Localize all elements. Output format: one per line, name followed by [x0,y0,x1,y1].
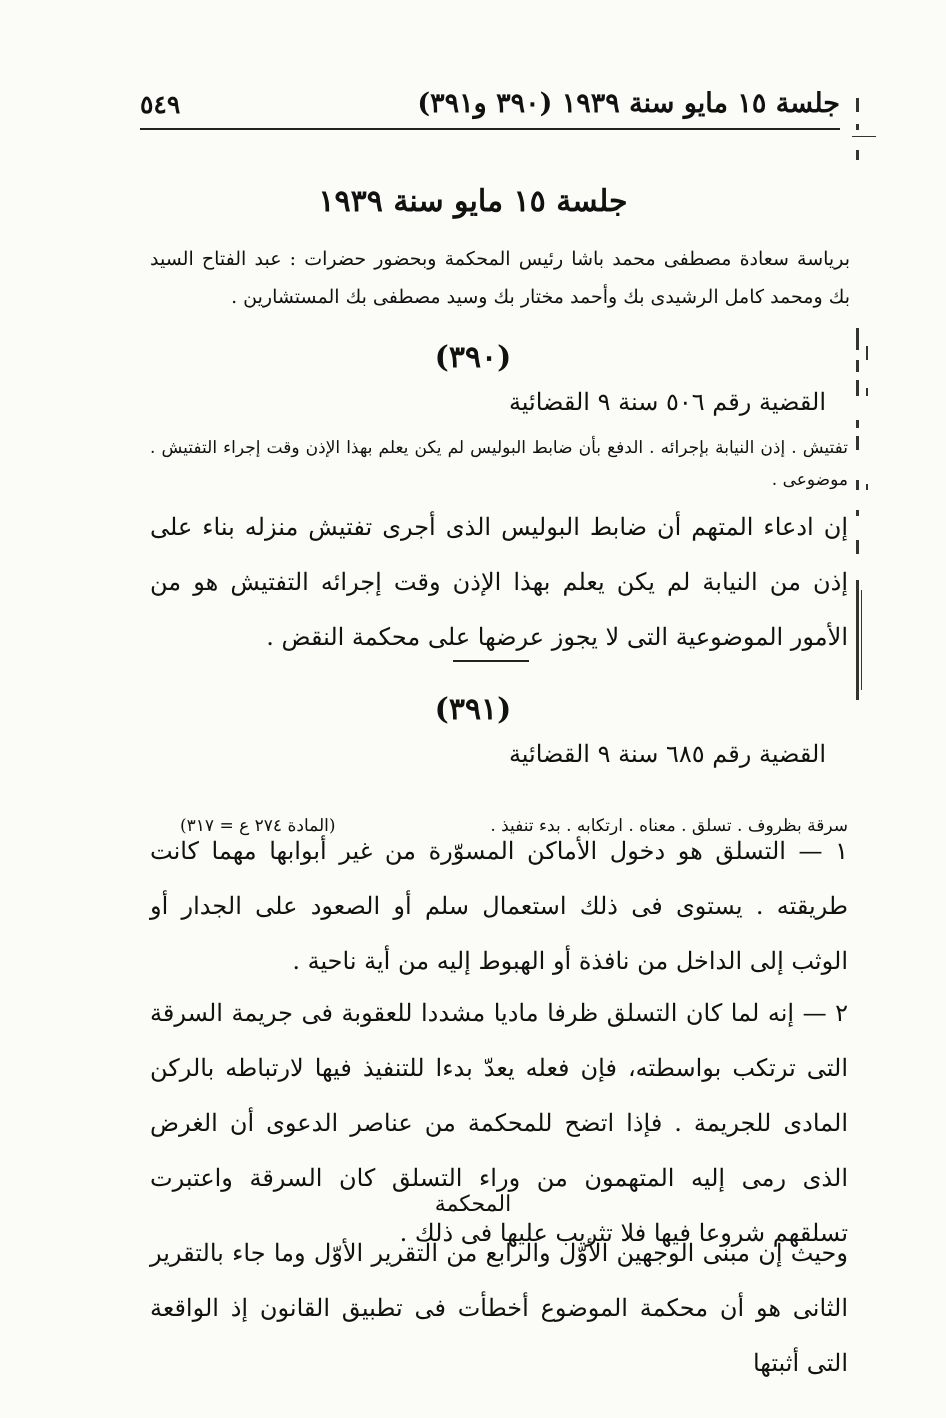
header-title: جلسة ١٥ مايو سنة ١٩٣٩ (٣٩٠ و٣٩١) [417,88,840,119]
case-principle-391-1: ١ — التسلق هو دخول الأماكن المسوّرة من غير أبوابها مهما كانت طريقته . يستوى فى ذلك استعمال سلم أو الصعود على الجدار أو الوثب إلى الداخل من نافذة أو الهبوط إليه من أية ناحية . [150,837,848,975]
court-heading: المحكمة [434,1192,512,1217]
presidency-line: برياسة سعادة مصطفى محمد باشا رئيس المحكمة وبحضور حضرات : عبد الفتاح السيد بك ومحمد كامل الرشيدى بك وأحمد مختار بك وسيد مصطفى بك المستشارين . [150,248,850,308]
case-number-391: (٣٩١) [434,692,512,727]
running-header [140,88,840,128]
case-principle-391-2: ٢ — إنه لما كان التسلق ظرفا ماديا مشددا للعقوبة فى جريمة السرقة التى ترتكب بواسطته، فإن فعله يعدّ بدءا للتنفيذ فيها لارتباطه بالركن المادى للجريمة . فإذا اتضح للمحكمة من عناصر الدعوى أن الغرض الذى رمى إليه المتهمون من وراء التسلق كان السرقة واعتبرت تسلقهم شروعا فيها فلا تثريب عليها فى ذلك . [150,999,848,1247]
page-number: ٥٤٩ [140,90,181,119]
section-divider [453,660,529,662]
case-number-390: (٣٩٠) [434,340,512,375]
case-reference-390: القضية رقم ٥٠٦ سنة ٩ القضائية [508,388,826,416]
case-principle-390: إن ادعاء المتهم أن ضابط البوليس الذى أجرى تفتيش منزله بناء على إذن من النيابة لم يكن يعلم بهذا الإذن وقت إجرائه التفتيش هو من الأمور الموضوعية التى لا يجوز عرضها على محكمة النقض . [150,513,848,651]
header-rule [140,128,840,130]
case-reference-391: القضية رقم ٦٨٥ سنة ٩ القضائية [508,740,826,768]
court-reasoning-text: وحيث إن مبنى الوجهين الأوّل والرابع من التقرير الأوّل وما جاء بالتقرير الثانى هو أن محكمة الموضوع أخطأت فى تطبيق القانون إذ الواقعة التى أثبتها [150,1239,848,1377]
case-keywords-390: تفتيش . إذن النيابة بإجرائه . الدفع بأن ضابط البوليس لم يكن يعلم بهذا الإذن وقت إجراء التفتيش . موضوعى . [150,438,848,490]
case-keywords-391: سرقة بظروف . تسلق . معناه . ارتكابه . بدء تنفيذ . [490,816,848,836]
session-title: جلسة ١٥ مايو سنة ١٩٣٩ [318,184,628,219]
legal-article-reference: (المادة ٢٧٤ ع = ٣١٧) [180,816,336,836]
